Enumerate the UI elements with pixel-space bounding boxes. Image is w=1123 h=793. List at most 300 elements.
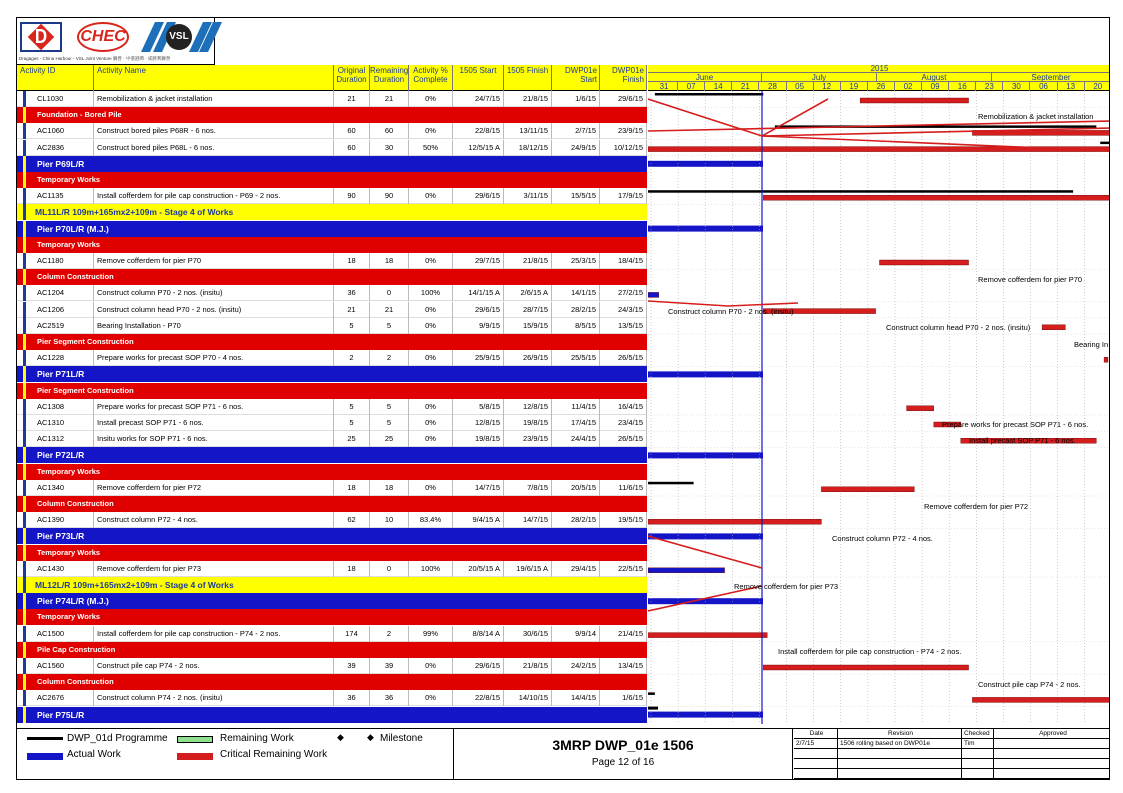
critical-swatch <box>177 753 213 760</box>
cell-id: AC1560 <box>17 658 94 674</box>
activity-table <box>17 91 647 724</box>
dragages-logo: D <box>20 22 62 52</box>
week-label: 19 <box>841 82 868 91</box>
cell-rd: 5 <box>370 399 409 415</box>
wbs-label: Pier P73L/R <box>37 531 85 542</box>
cell-df: 18/4/15 <box>600 253 647 269</box>
cell-df: 21/4/15 <box>600 626 647 642</box>
wbs-band-red[interactable] <box>17 383 647 399</box>
revision-table <box>794 729 1110 780</box>
timescale-year: 2015 <box>648 65 1110 73</box>
cell-f1: 2/6/15 A <box>504 285 552 301</box>
legend-milestone: Milestone <box>380 733 423 744</box>
wbs-label: Pier P72L/R <box>37 450 85 461</box>
cell-ds: 14/4/15 <box>552 690 600 706</box>
gantt-sheet <box>16 17 1110 780</box>
logic-link-line <box>648 536 762 568</box>
cell-id: AC1206 <box>17 302 94 318</box>
cell-name: Construct column P74 - 2 nos. (insitu) <box>94 690 334 706</box>
cell-pct: 0% <box>409 690 453 706</box>
wbs-band-red[interactable] <box>17 496 647 512</box>
title-block <box>453 729 793 780</box>
cell-rd: 60 <box>370 123 409 139</box>
col-dwp-finish[interactable]: DWP01e Finish <box>600 65 647 91</box>
cell-s1: 8/8/14 A <box>453 626 504 642</box>
cell-ds: 29/4/15 <box>552 561 600 577</box>
cell-rd: 25 <box>370 431 409 447</box>
cell-df: 23/9/15 <box>600 123 647 139</box>
cell-name: Prepare works for precast SOP P71 - 6 nos. <box>94 399 334 415</box>
cell-s1: 29/6/15 <box>453 302 504 318</box>
wbs-band-red[interactable] <box>17 464 647 480</box>
critical-bar <box>821 487 914 492</box>
week-label: 14 <box>705 82 732 91</box>
activity-row[interactable] <box>17 188 647 204</box>
cell-pct: 83.4% <box>409 512 453 528</box>
rev-revision-header: Revision <box>838 729 962 739</box>
programme-bar <box>648 692 655 695</box>
cell-od: 5 <box>334 318 370 334</box>
legend-actual: Actual Work <box>67 749 121 760</box>
rev-checked-header: Checked <box>962 729 994 739</box>
rev-empty <box>962 769 994 779</box>
wbs-label: Temporary Works <box>37 175 101 184</box>
wbs-label: Temporary Works <box>37 239 101 249</box>
activity-row[interactable] <box>17 285 647 301</box>
wbs-indent-marker <box>23 447 26 463</box>
cell-f1: 26/9/15 <box>504 350 552 366</box>
wbs-indent-marker <box>23 334 26 350</box>
cell-od: 62 <box>334 512 370 528</box>
cell-df: 26/5/15 <box>600 431 647 447</box>
cell-pct: 0% <box>409 188 453 204</box>
cell-s1: 29/7/15 <box>453 253 504 269</box>
cell-df: 10/12/15 <box>600 140 647 156</box>
cell-od: 174 <box>334 626 370 642</box>
wbs-indent-marker <box>23 593 26 609</box>
wbs-label: Column Construction <box>37 499 114 508</box>
wbs-label: ML12L/R 109m+165mx2+109m - Stage 4 of Works <box>35 580 234 590</box>
cell-f1: 13/11/15 <box>504 123 552 139</box>
cell-df: 13/4/15 <box>600 658 647 674</box>
rev-approved-header: Approved <box>994 729 1110 739</box>
bar-label: Install precast SOP P71 - 6 nos. <box>969 436 1076 445</box>
programme-bar <box>655 93 763 96</box>
rev-empty <box>994 759 1110 769</box>
footer <box>17 728 1110 780</box>
wbs-indent-marker <box>23 221 26 237</box>
cell-df: 13/5/15 <box>600 318 647 334</box>
activity-row[interactable] <box>17 91 647 107</box>
wbs-indent-marker <box>23 707 26 723</box>
cell-od: 18 <box>334 480 370 496</box>
week-label: 26 <box>868 82 895 91</box>
cell-od: 60 <box>334 123 370 139</box>
cell-rd: 21 <box>370 91 409 107</box>
rev-checked: Tim <box>962 739 994 749</box>
cell-f1: 21/8/15 <box>504 253 552 269</box>
wbs-band-red[interactable] <box>17 674 647 690</box>
cell-s1: 22/8/15 <box>453 690 504 706</box>
cell-f1: 23/9/15 <box>504 431 552 447</box>
critical-bar <box>972 697 1110 702</box>
cell-name: Construct column P72 - 4 nos. <box>94 512 334 528</box>
activity-row[interactable] <box>17 415 647 431</box>
cell-pct: 0% <box>409 91 453 107</box>
cell-od: 21 <box>334 91 370 107</box>
cell-od: 5 <box>334 415 370 431</box>
cell-f1: 19/8/15 <box>504 415 552 431</box>
cell-rd: 5 <box>370 318 409 334</box>
cell-df: 19/5/15 <box>600 512 647 528</box>
logo-caption: Dragages - China Harbour - VSL Joint Venture 聯營 · 中港港灣 · 威勝利聯營 <box>19 56 171 61</box>
cell-rd: 18 <box>370 253 409 269</box>
wbs-indent-marker <box>23 464 26 480</box>
cell-s1: 14/1/15 A <box>453 285 504 301</box>
wbs-band-red[interactable] <box>17 334 647 350</box>
cell-name: Install precast SOP P71 - 6 nos. <box>94 415 334 431</box>
week-label: 21 <box>732 82 759 91</box>
programme-bar <box>648 190 1073 193</box>
cell-s1: 12/8/15 <box>453 415 504 431</box>
cell-pct: 0% <box>409 399 453 415</box>
activity-row[interactable] <box>17 626 647 642</box>
cell-f1: 14/10/15 <box>504 690 552 706</box>
activity-row[interactable] <box>17 318 647 334</box>
bar-label: Remove cofferdem for pier P72 <box>924 502 1029 511</box>
critical-bar <box>879 260 968 265</box>
wbs-band-red[interactable] <box>17 642 647 658</box>
critical-bar <box>648 519 821 524</box>
wbs-indent-marker <box>23 107 26 123</box>
cell-name: Construct column head P70 - 2 nos. (insitu) <box>94 302 334 318</box>
cell-rd: 30 <box>370 140 409 156</box>
cell-pct: 0% <box>409 350 453 366</box>
wbs-indent-marker <box>23 577 26 593</box>
cell-rd: 39 <box>370 658 409 674</box>
cell-od: 25 <box>334 431 370 447</box>
wbs-band-red[interactable] <box>17 107 647 123</box>
wbs-label: Column Construction <box>37 677 114 687</box>
week-label: 30 <box>1003 82 1030 91</box>
programme-bar <box>1100 142 1110 145</box>
cell-ds: 1/6/15 <box>552 91 600 107</box>
cell-pct: 50% <box>409 140 453 156</box>
cell-pct: 0% <box>409 480 453 496</box>
bar-label: Remove cofferdem for pier P73 <box>734 582 839 591</box>
activity-row[interactable] <box>17 690 647 706</box>
cell-name: Construct pile cap P74 - 2 nos. <box>94 658 334 674</box>
programme-swatch <box>27 737 63 740</box>
cell-ds: 28/2/15 <box>552 302 600 318</box>
wbs-label: Pier P75L/R <box>37 709 85 720</box>
cell-id: CL1030 <box>17 91 94 107</box>
rev-empty <box>794 759 838 769</box>
critical-bar <box>1104 357 1108 362</box>
cell-df: 26/5/15 <box>600 350 647 366</box>
cell-pct: 99% <box>409 626 453 642</box>
month-label: July <box>762 73 877 82</box>
cell-name: Install cofferdem for pile cap construction - P69 - 2 nos. <box>94 188 334 204</box>
cell-od: 60 <box>334 140 370 156</box>
cell-f1: 21/8/15 <box>504 91 552 107</box>
cell-id: AC1500 <box>17 626 94 642</box>
wbs-label: Temporary Works <box>37 612 101 622</box>
wbs-label: Pier P74L/R (M.J.) <box>37 596 109 607</box>
month-label: August <box>877 73 992 82</box>
week-label: 20 <box>1085 82 1110 91</box>
wbs-indent-marker <box>23 204 26 220</box>
cell-df: 27/2/15 <box>600 285 647 301</box>
bar-label: Construct column P72 - 4 nos. <box>832 534 933 543</box>
logic-link-line <box>648 99 1110 151</box>
programme-bar <box>648 707 658 710</box>
cell-id: AC1204 <box>17 285 94 301</box>
legend-remaining: Remaining Work <box>220 733 294 744</box>
cell-ds: 2/7/15 <box>552 123 600 139</box>
cell-od: 18 <box>334 561 370 577</box>
cell-df: 11/6/15 <box>600 480 647 496</box>
wbs-band-blue[interactable] <box>17 366 647 382</box>
rev-date-header: Date <box>794 729 838 739</box>
cell-id: AC2676 <box>17 690 94 706</box>
cell-od: 5 <box>334 399 370 415</box>
month-label: September <box>992 73 1110 82</box>
week-label: 23 <box>976 82 1003 91</box>
cell-f1: 7/8/15 <box>504 480 552 496</box>
wbs-band-red[interactable] <box>17 609 647 625</box>
critical-bar <box>763 195 1110 200</box>
week-label: 06 <box>1031 82 1058 91</box>
cell-s1: 5/8/15 <box>453 399 504 415</box>
cell-od: 39 <box>334 658 370 674</box>
wbs-band-blue[interactable] <box>17 156 647 172</box>
programme-bar <box>648 482 694 485</box>
cell-pct: 0% <box>409 302 453 318</box>
cell-name: Bearing Installation - P70 <box>94 318 334 334</box>
cell-df: 16/4/15 <box>600 399 647 415</box>
cell-ds: 24/9/15 <box>552 140 600 156</box>
critical-bar <box>763 665 968 670</box>
week-label: 31 <box>651 82 678 91</box>
cell-ds: 24/4/15 <box>552 431 600 447</box>
wbs-band-yellow[interactable] <box>17 577 647 593</box>
wbs-label: Pier P71L/R <box>37 369 85 380</box>
cell-name: Remove cofferdem for pier P70 <box>94 253 334 269</box>
bar-label: Construct column P70 - 2 nos. (insitu) <box>668 307 794 316</box>
cell-df: 23/4/15 <box>600 415 647 431</box>
logo-block <box>17 18 215 65</box>
col-activity-name[interactable]: Activity Name <box>94 65 334 91</box>
wbs-band-red[interactable] <box>17 269 647 285</box>
rev-empty <box>962 749 994 759</box>
bar-label: Install cofferdem for pile cap construction - P74 - 2 nos. <box>778 647 962 656</box>
cell-pct: 0% <box>409 415 453 431</box>
cell-f1: 28/7/15 <box>504 302 552 318</box>
bar-label: Remove cofferdem for pier P70 <box>978 275 1083 284</box>
month-label: June <box>648 73 762 82</box>
wbs-label: Pier Segment Construction <box>37 337 134 346</box>
col-activity-id[interactable]: Activity ID <box>17 65 94 91</box>
cell-pct: 0% <box>409 431 453 447</box>
milestone-diamond-icon: ◆ <box>367 732 374 742</box>
wbs-label: Pier P70L/R (M.J.) <box>37 223 109 234</box>
cell-od: 21 <box>334 302 370 318</box>
activity-row[interactable] <box>17 302 647 318</box>
cell-s1: 25/9/15 <box>453 350 504 366</box>
activity-row[interactable] <box>17 350 647 366</box>
cell-od: 2 <box>334 350 370 366</box>
cell-id: AC1310 <box>17 415 94 431</box>
sheet-title: 3MRP DWP_01e 1506 <box>552 737 694 753</box>
bar-label: Remobilization & jacket installation <box>978 112 1094 121</box>
cell-f1: 18/12/15 <box>504 140 552 156</box>
cell-name: Insitu works for SOP P71 - 6 nos. <box>94 431 334 447</box>
cell-s1: 20/5/15 A <box>453 561 504 577</box>
wbs-band-blue[interactable] <box>17 447 647 463</box>
wbs-band-blue[interactable] <box>17 593 647 609</box>
rev-empty <box>994 749 1110 759</box>
rev-empty <box>794 769 838 779</box>
rev-empty <box>994 769 1110 779</box>
critical-bar <box>648 633 767 638</box>
cell-ds: 9/9/14 <box>552 626 600 642</box>
timescale-header <box>648 65 1110 91</box>
cell-od: 36 <box>334 285 370 301</box>
cell-f1: 3/11/15 <box>504 188 552 204</box>
chec-logo: CHEC <box>77 22 129 52</box>
bar-label: Construct pile cap P74 - 2 nos. <box>978 680 1081 689</box>
wbs-label: Pier P69L/R <box>37 158 85 169</box>
wbs-indent-marker <box>23 366 26 382</box>
col-original-duration[interactable]: Original Duration <box>334 65 370 91</box>
cell-rd: 21 <box>370 302 409 318</box>
cell-ds: 28/2/15 <box>552 512 600 528</box>
cell-df: 1/6/15 <box>600 690 647 706</box>
cell-pct: 0% <box>409 123 453 139</box>
critical-bar <box>907 406 934 411</box>
cell-f1: 14/7/15 <box>504 512 552 528</box>
activity-row[interactable] <box>17 140 647 156</box>
activity-row[interactable] <box>17 123 647 139</box>
wbs-band-red[interactable] <box>17 545 647 561</box>
cell-s1: 29/6/15 <box>453 658 504 674</box>
col-dwp-start[interactable]: DWP01e Start <box>552 65 600 91</box>
activity-row[interactable] <box>17 399 647 415</box>
week-label: 09 <box>922 82 949 91</box>
cell-ds: 24/2/15 <box>552 658 600 674</box>
cell-name: Construct column P70 - 2 nos. (insitu) <box>94 285 334 301</box>
cell-id: AC1390 <box>17 512 94 528</box>
cell-s1: 19/8/15 <box>453 431 504 447</box>
activity-row[interactable] <box>17 658 647 674</box>
wbs-label: Pier Segment Construction <box>37 385 134 395</box>
rev-date: 2/7/15 <box>794 739 838 749</box>
bar-label: Bearing In <box>1074 340 1109 349</box>
remaining-swatch <box>177 736 213 743</box>
cell-rd: 0 <box>370 561 409 577</box>
cell-df: 17/9/15 <box>600 188 647 204</box>
week-label: 07 <box>678 82 705 91</box>
wbs-indent-marker <box>23 642 26 658</box>
wbs-band-red[interactable] <box>17 172 647 188</box>
cell-rd: 18 <box>370 480 409 496</box>
vsl-logo: VSL <box>144 22 212 52</box>
critical-bar <box>1042 325 1065 330</box>
cell-ds: 25/5/15 <box>552 350 600 366</box>
wbs-indent-marker <box>23 237 26 253</box>
cell-s1: 14/7/15 <box>453 480 504 496</box>
rev-empty <box>794 749 838 759</box>
cell-pct: 100% <box>409 561 453 577</box>
cell-f1: 15/9/15 <box>504 318 552 334</box>
activity-row[interactable] <box>17 512 647 528</box>
cell-rd: 36 <box>370 690 409 706</box>
col-1505-start[interactable]: 1505 Start <box>453 65 504 91</box>
cell-rd: 90 <box>370 188 409 204</box>
cell-od: 36 <box>334 690 370 706</box>
cell-df: 24/3/15 <box>600 302 647 318</box>
col-1505-finish[interactable]: 1505 Finish <box>504 65 552 91</box>
cell-rd: 10 <box>370 512 409 528</box>
gantt-timeline <box>648 91 1110 724</box>
col-activity-pct[interactable]: Activity % Complete <box>409 65 453 91</box>
cell-s1: 24/7/15 <box>453 91 504 107</box>
wbs-band-blue[interactable] <box>17 221 647 237</box>
cell-ds: 8/5/15 <box>552 318 600 334</box>
wbs-indent-marker <box>23 496 26 512</box>
wbs-indent-marker <box>23 383 26 399</box>
cell-pct: 0% <box>409 318 453 334</box>
wbs-band-blue[interactable] <box>17 528 647 544</box>
wbs-indent-marker <box>23 156 26 172</box>
cell-ds: 17/4/15 <box>552 415 600 431</box>
bar-label: Construct column head P70 - 2 nos. (insitu) <box>886 323 1031 332</box>
cell-id: AC1430 <box>17 561 94 577</box>
week-label: 02 <box>895 82 922 91</box>
activity-row[interactable] <box>17 253 647 269</box>
rev-description: 1506 rolling based on DWP01e <box>838 739 962 749</box>
legend-critical: Critical Remaining Work <box>220 749 328 760</box>
cell-id: AC1308 <box>17 399 94 415</box>
column-header <box>17 65 647 91</box>
cell-id: AC2836 <box>17 140 94 156</box>
wbs-indent-marker <box>23 609 26 625</box>
wbs-band-red[interactable] <box>17 237 647 253</box>
cell-ds: 25/3/15 <box>552 253 600 269</box>
rev-empty <box>838 769 962 779</box>
activity-row[interactable] <box>17 561 647 577</box>
actual-swatch <box>27 753 63 760</box>
cell-s1: 22/8/15 <box>453 123 504 139</box>
wbs-band-blue[interactable] <box>17 707 647 723</box>
wbs-label: Temporary Works <box>37 466 101 476</box>
wbs-label: Column Construction <box>37 272 114 282</box>
cell-name: Remove cofferdem for pier P73 <box>94 561 334 577</box>
activity-row[interactable] <box>17 431 647 447</box>
wbs-band-yellow[interactable] <box>17 204 647 220</box>
rev-empty <box>962 759 994 769</box>
activity-row[interactable] <box>17 480 647 496</box>
rev-approved <box>994 739 1110 749</box>
cell-name: Remobilization & jacket installation <box>94 91 334 107</box>
cell-s1: 29/6/15 <box>453 188 504 204</box>
cell-id: AC1135 <box>17 188 94 204</box>
week-label: 12 <box>814 82 841 91</box>
cell-f1: 12/8/15 <box>504 399 552 415</box>
cell-df: 29/6/15 <box>600 91 647 107</box>
col-remaining-duration[interactable]: Remaining Duration <box>370 65 409 91</box>
